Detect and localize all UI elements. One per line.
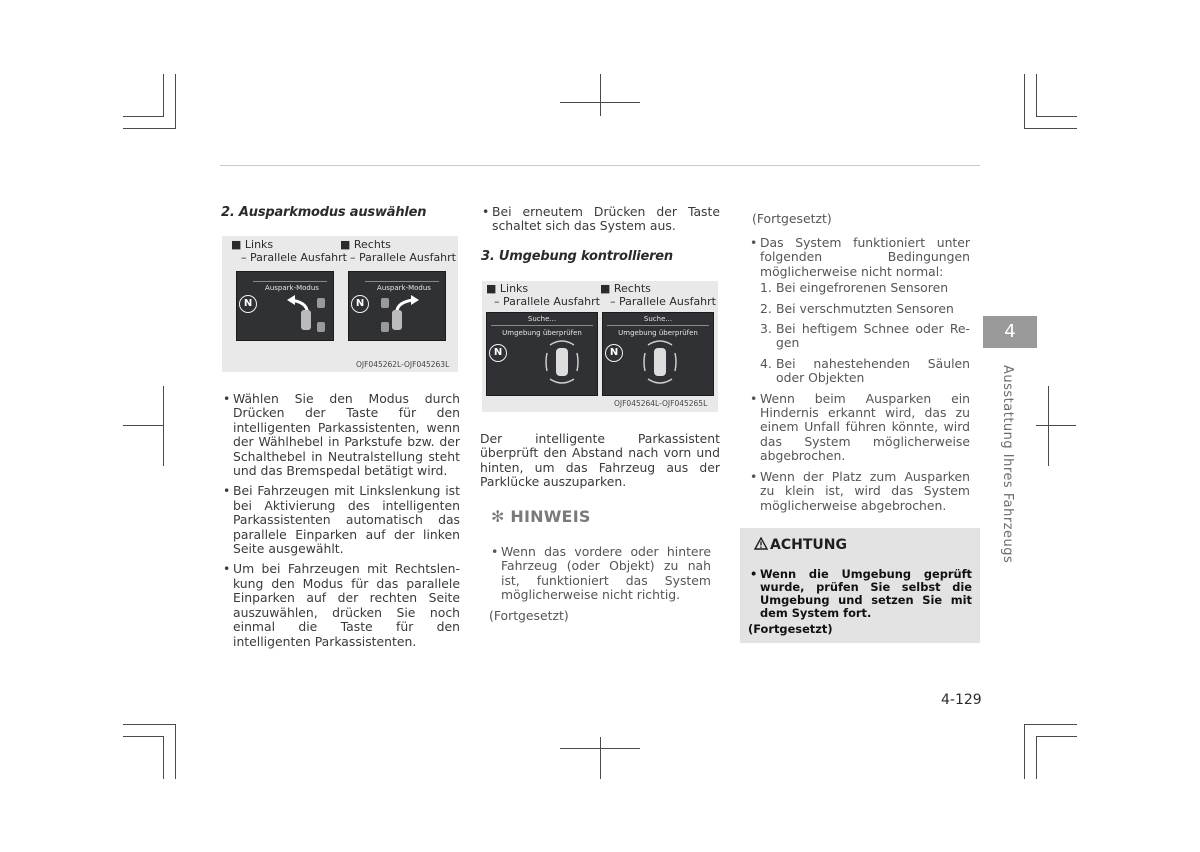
figure-sublabel-right: – Parallele Ausfahrt	[350, 251, 456, 264]
display-screen-left	[486, 312, 598, 396]
item-number: 4.	[760, 355, 772, 371]
car-sensor-icon	[545, 339, 579, 385]
display-title-left: Auspark-Modus	[265, 284, 319, 292]
car-sensor-icon	[643, 339, 677, 385]
item-text: Bei heftigem Schnee oder Regen	[776, 321, 970, 351]
figure-ausparkmodus	[222, 236, 458, 372]
list-item: • Wenn der Platz zum Ausparken zu klein ist, wird das System möglicherweise abgebrochen.	[748, 470, 970, 513]
chapter-tab: 4	[983, 316, 1037, 348]
item-number: 1.	[760, 280, 772, 296]
gear-n-icon: N	[605, 344, 623, 362]
numbered-item	[760, 357, 970, 386]
figure-code: OJF045264L-OJF045265L	[614, 399, 708, 408]
list-item: • Wenn die Umgebung geprüft wurde, prüfen Sie selbst die Umgebung und setzen Sie mit dem System fort.	[748, 568, 972, 620]
gear-n-icon: N	[351, 295, 369, 313]
figure-label-right: ■ Rechts	[600, 282, 651, 295]
warning-title-text: ACHTUNG	[770, 537, 847, 553]
page-number: 4-129	[941, 692, 982, 708]
list-item: • Bei erneutem Drücken der Taste schaltet sich das System aus.	[480, 205, 720, 234]
figure-sublabel-left: – Parallele Ausfahrt	[494, 295, 600, 308]
list-item-text: Das System funktioniert unter folgenden Bedingungen möglicherweise nicht normal:	[760, 235, 970, 279]
continued-note-top: (Fortgesetzt)	[752, 211, 832, 226]
list-item: • Wählen Sie den Modus durch Drücken der Taste für den intelligenten Parkassistenten, wenn der Wählhebel in Parkstufe bzw. der Schalthebel in Neutralstellung steht und das Bremspedal betätigt wird.	[221, 392, 460, 478]
display-status-left: Suche...	[527, 315, 557, 323]
item-number: 3.	[760, 321, 772, 337]
display-screen-left	[236, 271, 334, 341]
continued-note: (Fortgesetzt)	[748, 622, 833, 636]
car-exit-left-icon	[277, 292, 327, 336]
list-item	[748, 236, 970, 386]
header-rule	[220, 165, 980, 166]
numbered-item	[760, 281, 970, 295]
display-screen-right	[602, 312, 714, 396]
col2-top-bullet	[480, 205, 720, 240]
hinweis-title: ✻ HINWEIS	[491, 507, 591, 526]
figure-label-left: ■ Links	[231, 238, 274, 251]
list-item: • Wenn beim Ausparken ein Hindernis erkannt wird, das zu einem Unfall führen könnte, wird das System möglicherweise abgebrochen.	[748, 392, 970, 464]
item-text: Bei eingefrorenen Sensoren	[776, 280, 949, 296]
col1-bullets	[221, 392, 460, 655]
continued-note: (Fortgesetzt)	[489, 607, 569, 623]
warning-triangle-icon	[754, 537, 768, 550]
figure-umgebung	[482, 281, 718, 412]
list-item: • Wenn das vordere oder hintere Fahrzeug (oder Objekt) zu nah ist, funktioniert das System möglicherweise nicht richtig.	[489, 545, 711, 603]
display-title-right: Auspark-Modus	[377, 284, 431, 292]
item-text: Bei verschmutzten Sensoren	[776, 300, 954, 316]
numbered-item	[760, 322, 970, 351]
warning-title	[754, 537, 847, 553]
item-number: 2.	[760, 300, 772, 316]
display-status-right: Suche...	[643, 315, 673, 323]
warning-body	[748, 568, 972, 636]
col3-list	[748, 236, 970, 519]
chapter-title-vertical: Ausstattung Ihres Fahrzeugs	[1000, 365, 1015, 564]
car-exit-right-icon	[379, 292, 429, 336]
gear-n-icon: N	[239, 295, 257, 313]
figure-code: OJF045262L-OJF045263L	[356, 360, 450, 369]
hinweis-body	[489, 545, 711, 623]
col2-paragraph: Der intelligente Parkassistent überprüft den Abstand nach vorn und hinten, um das Fahrzeug aus der Parklücke auszuparken.	[480, 431, 720, 490]
item-text: Bei nahestehenden Säulen oder Objekten	[776, 355, 970, 386]
display-title-left: Umgebung überprüfen	[502, 329, 582, 337]
numbered-item	[760, 302, 970, 316]
list-item: • Um bei Fahrzeugen mit Rechtslenkung den Modus für das parallele Einparken auf der rechten Seite auszuwählen, drücken Sie noch einmal die Taste für den intelligenten Parkassistenten.	[221, 562, 460, 648]
display-title-right: Umgebung überprüfen	[618, 329, 698, 337]
figure-label-left: ■ Links	[486, 282, 529, 295]
figure-sublabel-right: – Parallele Ausfahrt	[610, 295, 716, 308]
gear-n-icon: N	[489, 344, 507, 362]
warning-box	[740, 528, 980, 643]
section-heading-ausparkmodus: 2. Ausparkmodus auswählen	[221, 205, 427, 220]
figure-label-right: ■ Rechts	[340, 238, 391, 251]
list-item: • Bei Fahrzeugen mit Linkslenkung ist bei Aktivierung des intelligenten Parkassistenten automatisch das parallele Einparken auf der linken Seite ausgewählt.	[221, 484, 460, 556]
display-screen-right	[348, 271, 446, 341]
section-heading-umgebung: 3. Umgebung kontrollieren	[481, 249, 673, 264]
figure-sublabel-left: – Parallele Ausfahrt	[241, 251, 347, 264]
